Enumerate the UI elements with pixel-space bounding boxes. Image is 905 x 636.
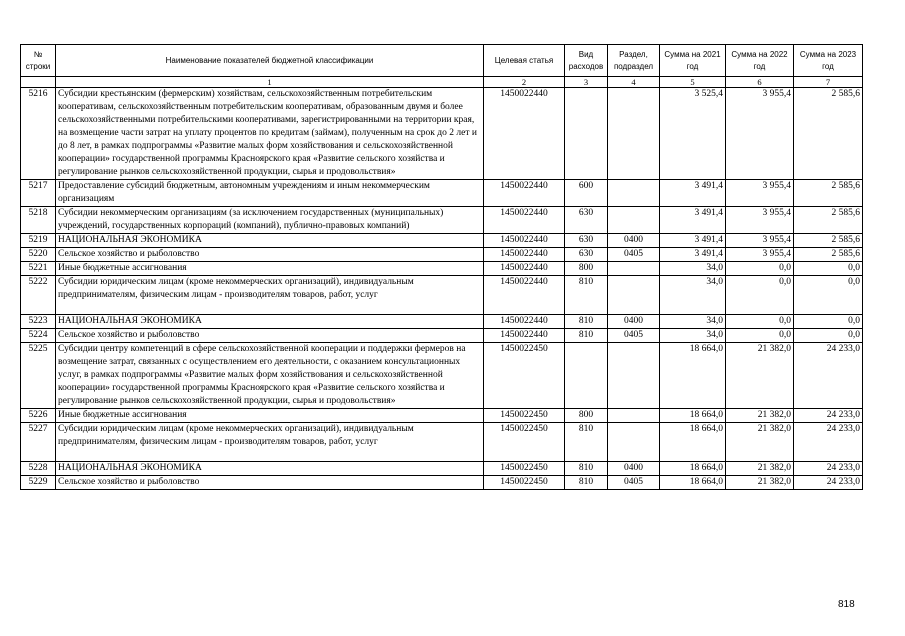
column-number: 5 xyxy=(660,77,726,88)
column-number: 3 xyxy=(565,77,608,88)
expense-kind xyxy=(565,88,608,180)
section-code: 0400 xyxy=(608,234,660,248)
sum-2023: 2 585,6 xyxy=(794,180,863,207)
sum-2023: 24 233,0 xyxy=(794,343,863,409)
row-number: 5222 xyxy=(21,276,56,315)
table-row xyxy=(21,180,863,207)
column-numbers-row xyxy=(21,77,863,88)
sum-2021: 34,0 xyxy=(660,315,726,329)
target-article: 1450022440 xyxy=(484,234,565,248)
target-article: 1450022450 xyxy=(484,409,565,423)
sum-2021: 3 491,4 xyxy=(660,180,726,207)
sum-2021: 18 664,0 xyxy=(660,476,726,490)
section-code xyxy=(608,423,660,462)
expense-kind: 630 xyxy=(565,234,608,248)
indicator-name: Иные бюджетные ассигнования xyxy=(56,262,484,276)
target-article: 1450022440 xyxy=(484,315,565,329)
table-body xyxy=(21,88,863,490)
table-row xyxy=(21,462,863,476)
row-number: 5220 xyxy=(21,248,56,262)
expense-kind: 630 xyxy=(565,207,608,234)
column-number: 6 xyxy=(726,77,794,88)
table-row xyxy=(21,343,863,409)
table-row xyxy=(21,276,863,315)
section-code xyxy=(608,262,660,276)
sum-2021: 18 664,0 xyxy=(660,409,726,423)
indicator-name: Сельское хозяйство и рыболовство xyxy=(56,248,484,262)
sum-2022: 0,0 xyxy=(726,276,794,315)
column-number: 4 xyxy=(608,77,660,88)
target-article: 1450022450 xyxy=(484,343,565,409)
expense-kind: 810 xyxy=(565,462,608,476)
sum-2023: 24 233,0 xyxy=(794,423,863,462)
column-number: 7 xyxy=(794,77,863,88)
indicator-name: Субсидии крестьянским (фермерским) хозяйствам, сельскохозяйственным потребительским кооперативам, сельскохозяйственным потребительским кооперативам, образованным двумя и более сельскохозяйственными потребительскими кооперативами, зарегистрированными на территории края, на возмещение части затрат на уплату процентов по кредитам (займам), полученным на срок до 2 лет и до 8 лет, в рамках подпрограммы «Развитие малых форм хозяйствования и сельскохозяйственной кооперации» государственной программы Красноярского края «Развитие сельского хозяйства и регулирование рынков сельскохозяйственной продукции, сырья и продовольствия» xyxy=(56,88,484,180)
indicator-name: Иные бюджетные ассигнования xyxy=(56,409,484,423)
sum-2023: 24 233,0 xyxy=(794,476,863,490)
target-article: 1450022440 xyxy=(484,88,565,180)
sum-2021: 18 664,0 xyxy=(660,343,726,409)
table-row xyxy=(21,409,863,423)
row-number: 5218 xyxy=(21,207,56,234)
target-article: 1450022440 xyxy=(484,276,565,315)
section-code xyxy=(608,207,660,234)
sum-2022: 21 382,0 xyxy=(726,409,794,423)
table-row xyxy=(21,207,863,234)
section-code: 0405 xyxy=(608,476,660,490)
target-article: 1450022440 xyxy=(484,207,565,234)
target-article: 1450022440 xyxy=(484,180,565,207)
expense-kind: 800 xyxy=(565,262,608,276)
row-number: 5228 xyxy=(21,462,56,476)
header-indicator-name: Наименование показателей бюджетной классификации xyxy=(56,45,484,77)
sum-2022: 3 955,4 xyxy=(726,234,794,248)
expense-kind: 810 xyxy=(565,476,608,490)
indicator-name: Субсидии юридическим лицам (кроме некоммерческих организаций), индивидуальным предпринимателям, физическим лицам - производителям товаров, работ, услуг xyxy=(56,423,484,462)
target-article: 1450022440 xyxy=(484,262,565,276)
header-row-number: № строки xyxy=(21,45,56,77)
header-sum-2021: Сумма на 2021 год xyxy=(660,45,726,77)
section-code: 0405 xyxy=(608,248,660,262)
sum-2021: 18 664,0 xyxy=(660,423,726,462)
indicator-name: Сельское хозяйство и рыболовство xyxy=(56,329,484,343)
indicator-name: НАЦИОНАЛЬНАЯ ЭКОНОМИКА xyxy=(56,234,484,248)
sum-2022: 0,0 xyxy=(726,262,794,276)
sum-2021: 3 491,4 xyxy=(660,234,726,248)
expense-kind xyxy=(565,343,608,409)
sum-2021: 34,0 xyxy=(660,329,726,343)
header-sum-2022: Сумма на 2022 год xyxy=(726,45,794,77)
table-row xyxy=(21,476,863,490)
column-number: 1 xyxy=(56,77,484,88)
sum-2022: 3 955,4 xyxy=(726,180,794,207)
sum-2023: 0,0 xyxy=(794,315,863,329)
table-row xyxy=(21,234,863,248)
expense-kind: 810 xyxy=(565,315,608,329)
sum-2023: 24 233,0 xyxy=(794,462,863,476)
indicator-name: Субсидии некоммерческим организациям (за исключением государственных (муниципальных) учреждений, государственных корпораций (компаний), публично-правовых компаний) xyxy=(56,207,484,234)
sum-2022: 3 955,4 xyxy=(726,248,794,262)
indicator-name: Субсидии центру компетенций в сфере сельскохозяйственной кооперации и поддержки фермеров на возмещение затрат, связанных с осуществлением его деятельности, с оказанием консультационных услуг, в рамках подпрограммы «Развитие малых форм хозяйствования и сельскохозяйственной кооперации» государственной программы Красноярского края «Развитие сельского хозяйства и регулирование рынков сельскохозяйственной продукции, сырья и продовольствия» xyxy=(56,343,484,409)
table-row xyxy=(21,88,863,180)
sum-2023: 2 585,6 xyxy=(794,234,863,248)
sum-2022: 0,0 xyxy=(726,315,794,329)
section-code xyxy=(608,343,660,409)
sum-2022: 3 955,4 xyxy=(726,207,794,234)
sum-2023: 2 585,6 xyxy=(794,248,863,262)
budget-table xyxy=(20,44,863,490)
expense-kind: 810 xyxy=(565,276,608,315)
sum-2022: 21 382,0 xyxy=(726,423,794,462)
row-number: 5217 xyxy=(21,180,56,207)
row-number: 5229 xyxy=(21,476,56,490)
row-number: 5223 xyxy=(21,315,56,329)
indicator-name: Субсидии юридическим лицам (кроме некоммерческих организаций), индивидуальным предпринимателям, физическим лицам - производителям товаров, работ, услуг xyxy=(56,276,484,315)
section-code xyxy=(608,276,660,315)
sum-2022: 21 382,0 xyxy=(726,343,794,409)
sum-2022: 0,0 xyxy=(726,329,794,343)
sum-2023: 0,0 xyxy=(794,329,863,343)
row-number: 5227 xyxy=(21,423,56,462)
sum-2021: 34,0 xyxy=(660,262,726,276)
section-code xyxy=(608,180,660,207)
table-row xyxy=(21,315,863,329)
section-code: 0405 xyxy=(608,329,660,343)
indicator-name: НАЦИОНАЛЬНАЯ ЭКОНОМИКА xyxy=(56,315,484,329)
indicator-name: Предоставление субсидий бюджетным, автономным учреждениям и иным некоммерческим организациям xyxy=(56,180,484,207)
sum-2022: 21 382,0 xyxy=(726,462,794,476)
section-code xyxy=(608,88,660,180)
sum-2022: 21 382,0 xyxy=(726,476,794,490)
target-article: 1450022450 xyxy=(484,423,565,462)
header-target-article: Целевая статья xyxy=(484,45,565,77)
sum-2021: 3 525,4 xyxy=(660,88,726,180)
table-row xyxy=(21,329,863,343)
column-number xyxy=(21,77,56,88)
target-article: 1450022450 xyxy=(484,462,565,476)
sum-2021: 3 491,4 xyxy=(660,207,726,234)
table-header xyxy=(21,45,863,88)
indicator-name: НАЦИОНАЛЬНАЯ ЭКОНОМИКА xyxy=(56,462,484,476)
expense-kind: 810 xyxy=(565,329,608,343)
sum-2023: 2 585,6 xyxy=(794,207,863,234)
target-article: 1450022450 xyxy=(484,476,565,490)
expense-kind: 810 xyxy=(565,423,608,462)
section-code xyxy=(608,409,660,423)
table-row xyxy=(21,248,863,262)
row-number: 5219 xyxy=(21,234,56,248)
section-code: 0400 xyxy=(608,315,660,329)
sum-2021: 18 664,0 xyxy=(660,462,726,476)
header-sum-2023: Сумма на 2023 год xyxy=(794,45,863,77)
table-row xyxy=(21,423,863,462)
row-number: 5224 xyxy=(21,329,56,343)
page-number: 818 xyxy=(838,599,855,610)
row-number: 5226 xyxy=(21,409,56,423)
header-expense-kind: Вид расходов xyxy=(565,45,608,77)
header-section: Раздел, подраздел xyxy=(608,45,660,77)
sum-2023: 2 585,6 xyxy=(794,88,863,180)
column-number: 2 xyxy=(484,77,565,88)
expense-kind: 630 xyxy=(565,248,608,262)
expense-kind: 600 xyxy=(565,180,608,207)
row-number: 5225 xyxy=(21,343,56,409)
sum-2021: 3 491,4 xyxy=(660,248,726,262)
sum-2022: 3 955,4 xyxy=(726,88,794,180)
table-row xyxy=(21,262,863,276)
target-article: 1450022440 xyxy=(484,329,565,343)
sum-2023: 0,0 xyxy=(794,276,863,315)
row-number: 5221 xyxy=(21,262,56,276)
section-code: 0400 xyxy=(608,462,660,476)
sum-2023: 0,0 xyxy=(794,262,863,276)
indicator-name: Сельское хозяйство и рыболовство xyxy=(56,476,484,490)
sum-2023: 24 233,0 xyxy=(794,409,863,423)
expense-kind: 800 xyxy=(565,409,608,423)
row-number: 5216 xyxy=(21,88,56,180)
sum-2021: 34,0 xyxy=(660,276,726,315)
target-article: 1450022440 xyxy=(484,248,565,262)
